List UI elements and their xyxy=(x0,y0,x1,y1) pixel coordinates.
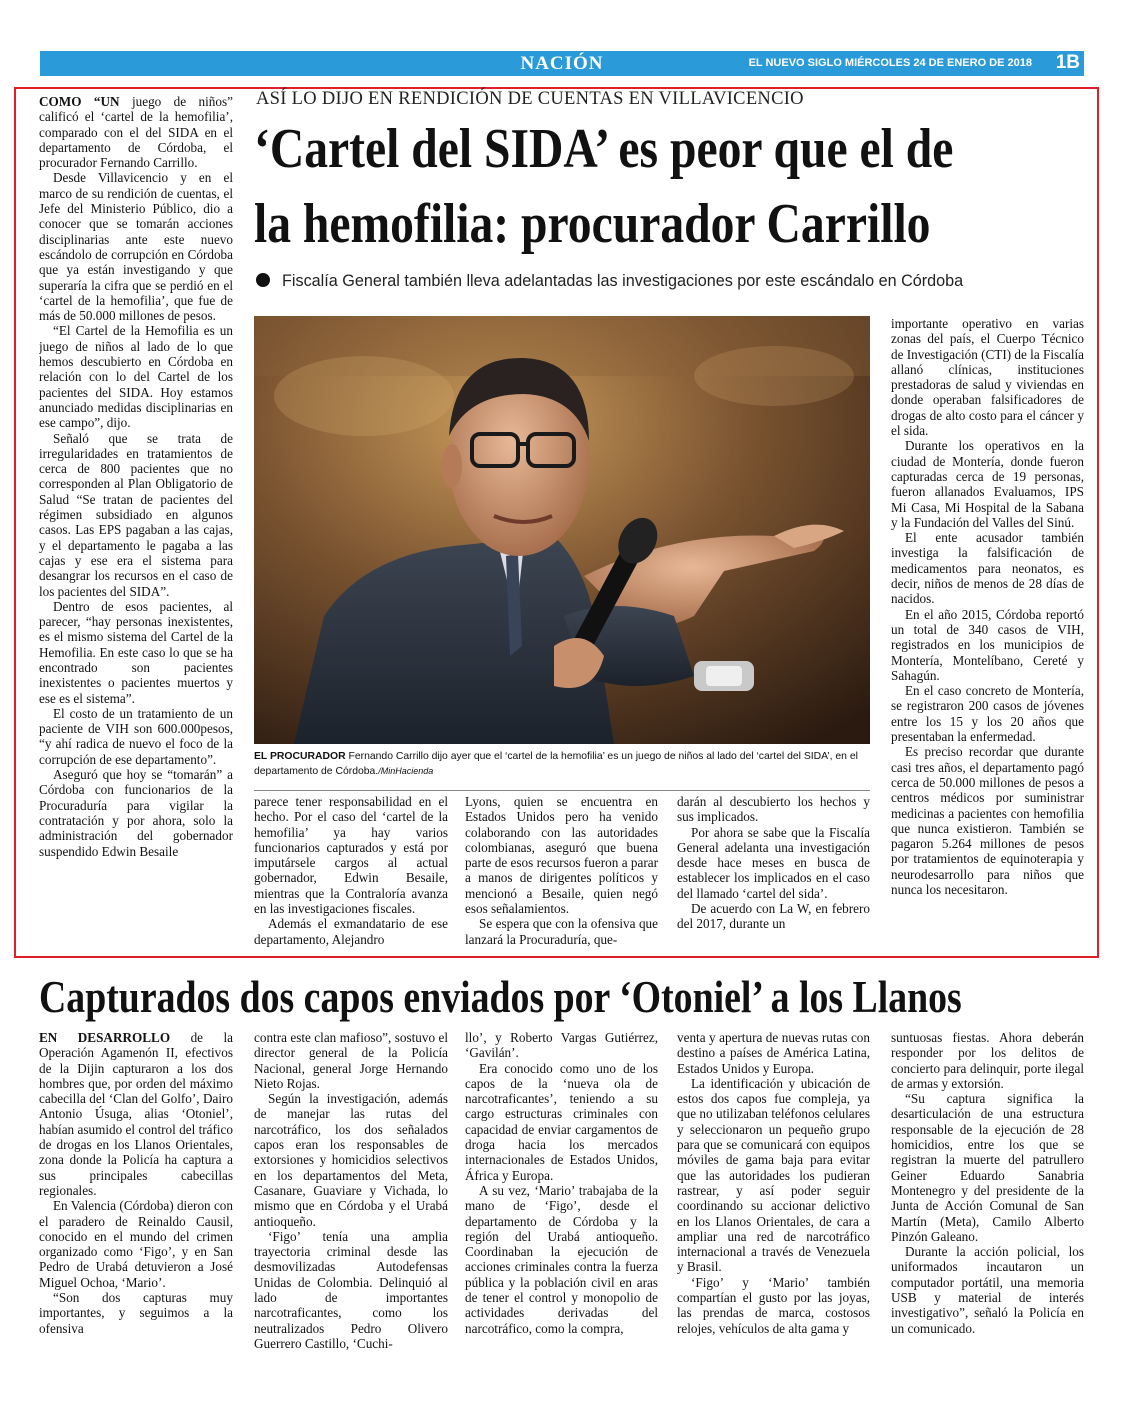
paragraph: parece tener responsabilidad en el hecho. Por el caso del ‘cartel de la hemofilia’ ya hay varios funcionarios capturados y está por imputársele cargos al actual gobernador, Edwin Besaile, mientras que la Contraloría avanza en las investigaciones fiscales. xyxy=(254,794,448,917)
paragraph: De acuerdo con La W, en febrero del 2017, durante un xyxy=(677,901,870,932)
caption-lead: EL PROCURADOR xyxy=(254,751,346,762)
story2-headline: Capturados dos capos enviados por ‘Otoniel’ a los Llanos xyxy=(39,972,962,1022)
story-subhead xyxy=(256,272,963,291)
story2-column-1 xyxy=(39,1030,233,1370)
paragraph: Además el exmandatario de ese departamento, Alejandro xyxy=(254,916,448,947)
section-name: NACIÓN xyxy=(520,53,604,74)
paragraph: En el año 2015, Córdoba reportó un total de 340 casos de VIH, registrados en los municipios de Montería, Montelíbano, Cereté y Sahagún. xyxy=(891,606,1084,683)
paragraph: Durante la acción policial, los uniformados incautaron un computador portátil, una memoria USB y material de interés investigativo”, señaló la Policía en un comunicado. xyxy=(891,1244,1084,1336)
story-kicker: ASÍ LO DIJO EN RENDICIÓN DE CUENTAS EN VILLAVICENCIO xyxy=(256,89,804,109)
caption-text: Fernando Carrillo dijo ayer que el ‘cartel de la hemofilia’ es un juego de niños al lado del ‘cartel del SIDA’, en el departamento de Córdoba. xyxy=(254,751,858,777)
paragraph: “Su captura significa la desarticulación de una estructura responsable de la ejecución de 28 homicidios, entre los que se registran la muerte del patrullero Geiner Eduardo Sanabria Montenegro y del presidente de la Junta de Acción Comunal de San Martín (Meta), Camilo Alberto Pinzón Galeano. xyxy=(891,1091,1084,1244)
story-column-4 xyxy=(677,794,870,952)
paragraph: llo’, y Roberto Vargas Gutiérrez, ‘Gavilán’. xyxy=(465,1030,658,1061)
headline-line-2: la hemofilia: procurador Carrillo xyxy=(254,193,931,255)
story-headline xyxy=(254,112,972,262)
lead-in: COMO “UN xyxy=(39,94,120,109)
photo-credit: /MinHacienda xyxy=(378,766,434,776)
paragraph: contra este clan mafioso”, sostuvo el director general de la Policía Nacional, general Jorge Hernando Nieto Rojas. xyxy=(254,1030,448,1091)
paragraph: Desde Villavicencio y en el marco de su rendición de cuentas, el Jefe del Ministerio Público, dio a conocer que se tomarán acciones disciplinarias ante este nuevo escándolo de corrupción en Córdoba que ya están investigando y que superaría la cifra que se perdió en el ‘cartel de la hemofilia’, que fue de más de 50.000 millones de pesos. xyxy=(39,170,233,324)
paragraph: importante operativo en varias zonas del país, el Cuerpo Técnico de Investigación (CTI) de la Fiscalía allanó clínicas, instituciones prestadoras de salud y viviendas en donde operaban falsificadores de drogas de alto costo para el cáncer y el sida. xyxy=(891,316,1084,439)
paragraph: Señaló que se trata de irregularidades en tratamientos de cerca de 800 pacientes que no corresponden al Plan Obligatorio de Salud “Se tratan de pacientes del régimen subsidiado en algunos casos. Las EPS pagaban a las cajas, y el departamento le pagaba a las cajas y ese era el sistema para desangrar los recursos en el caso de los pacientes del SIDA”. xyxy=(39,430,233,599)
paragraph: Dentro de esos pacientes, al parecer, “hay personas inexistentes, es el mismo sistema del Cartel de la Hemofilia. En este caso lo que se ha encontrado son pacientes inexistentes o pacientes muertos y ese es el sistema”. xyxy=(39,598,233,706)
story-column-3 xyxy=(465,794,658,952)
story2-column-5 xyxy=(891,1030,1084,1370)
subhead-text: Fiscalía General también lleva adelantadas las investigaciones por este escándalo en Córdoba xyxy=(282,272,964,290)
procurador-photo xyxy=(254,316,870,744)
caption-divider xyxy=(254,790,870,791)
bullet-icon xyxy=(256,273,270,287)
paragraph: A su vez, ‘Mario’ trabajaba de la mano de ‘Figo’, desde el departamento de Córdoba y la región del Urabá antioqueño. Coordinaban la ejecución de acciones criminales contra la fuerza pública y la población civil en aras de tener el control y monopolio de actividades derivadas del narcotráfico, como la compra, xyxy=(465,1182,658,1336)
paragraph: En Valencia (Córdoba) dieron con el paradero de Reinaldo Causil, conocido en el mundo del crimen organizado como ‘Figo’, y en San Pedro de Urabá detuvieron a José Miguel Ochoa, ‘Mario’. xyxy=(39,1198,233,1290)
paragraph: Por ahora se sabe que la Fiscalía General adelanta una investigación desde hace meses en busca de establecer los implicados en el caso del llamado ‘cartel del sida’. xyxy=(677,824,870,901)
paragraph: “Son dos capturas muy importantes, y seguimos a la ofensiva xyxy=(39,1290,233,1336)
photo-caption xyxy=(254,750,870,779)
dateline: EL NUEVO SIGLO MIÉRCOLES 24 DE ENERO DE 2018 xyxy=(748,57,1032,69)
paragraph: Se espera que con la ofensiva que lanzará la Procuraduría, que- xyxy=(465,916,658,947)
paragraph: suntuosas fiestas. Ahora deberán responder por los delitos de concierto para delinquir, porte ilegal de armas y extorsión. xyxy=(891,1030,1084,1091)
paragraph: Según la investigación, además de manejar las rutas del narcotráfico, los dos señalados capos eran los responsables de extorsiones y homicidios selectivos en los departamentos del Meta, Casanare, Guaviare y Vichada, lo mismo que en Córdoba y el Urabá antioqueño. xyxy=(254,1091,448,1229)
section-header-bar xyxy=(40,51,1084,76)
story2-column-3 xyxy=(465,1030,658,1370)
paragraph: EN DESARROLLO de la Operación Agamenón II, efectivos de la Dijin capturaron a los dos hombres que, por orden del máximo cabecilla del ‘Clan del Golfo’, Dairo Antonio Úsuga, alias ‘Otoniel’, habían asumido el control del tráfico de drogas en los Llanos Orientales, zona donde la Policía ha captura a sus principales cabecillas regionales. xyxy=(39,1030,233,1198)
paragraph: Era conocido como uno de los capos de la ‘nueva ola de narcotraficantes’, teniendo a su cargo estructuras criminales con capacidad de enviar cargamentos de droga hacia los mercados internacionales de Estados Unidos, África y Europa. xyxy=(465,1060,658,1183)
paragraph: Durante los operativos en la ciudad de Montería, donde fueron capturadas cerca de 19 personas, fueron allanados Evaluamos, IPS Mi Casa, Mi Hospital de la Sabana y la Fundación del Valles del Sinú. xyxy=(891,438,1084,530)
paragraph: ‘Figo’ y ‘Mario’ también compartían el gusto por las joyas, las prendas de marca, costosos relojes, vehículos de alta gama y xyxy=(677,1274,870,1336)
paragraph: Es preciso recordar que durante casi tres años, el departamento pagó cerca de 50.000 millones de pesos a centros médicos por suministrar medicinas a pacientes con hemofilia que nunca existieron. También se pagaron 5.264 millones de pesos por tratamientos de equinoterapia y neurodesarrollo para niños que nunca los necesitaron. xyxy=(891,744,1084,897)
paragraph: COMO “UN juego de niños” calificó el ‘cartel de la hemofilia’, comparado con el del SIDA en el departamento de Córdoba, el procurador Fernando Carrillo. xyxy=(39,94,233,171)
lead-in: EN DESARROLLO xyxy=(39,1030,171,1045)
story-column-5 xyxy=(891,316,1084,952)
paragraph: Aseguró que hoy se “tomarán” a Córdoba con funcionarios de la Procuraduría para vigilar la contratación y por ahora, solo la administración del gobernador suspendido Edwin Besaile xyxy=(39,767,233,859)
paragraph: El ente acusador también investiga la falsificación de medicamentos para neonatos, es decir, niños de menos de 28 días de nacidos. xyxy=(891,530,1084,607)
story-column-2 xyxy=(254,794,448,952)
paragraph: El costo de un tratamiento de un paciente de VIH son 600.000pesos, “y ahí radica de nuevo el foco de la corrupción de ese departamento”. xyxy=(39,705,233,767)
page-number: 1B xyxy=(1055,52,1080,73)
story-column-1 xyxy=(39,94,233,952)
paragraph: ‘Figo’ tenía una amplia trayectoria criminal desde las desmovilizadas Autodefensas Unidas de Colombia. Delinquió al lado de importantes narcotraficantes, como los neutralizados Pedro Olivero Guerrero Castillo, ‘Cuchi- xyxy=(254,1228,448,1351)
paragraph: La identificación y ubicación de estos dos capos fue compleja, ya que no utilizaban teléfonos celulares y seleccionaron un pequeño grupo para que se comunicará con equipos móviles de gama baja para evitar que las autoridades los pudieran rastrear, y así poder seguir coordinando su accionar delictivo en los Llanos Orientales, de cara a ampliar una red de narcotráfico internacional a través de Venezuela y Brasil. xyxy=(677,1075,870,1275)
paragraph: “El Cartel de la Hemofilia es un juego de niños al lado de lo que hemos descubierto en Córdoba en relación con lo del Cartel de los pacientes del SIDA. Hoy estamos anunciado medidas disciplinarias en ese campo”, dijo. xyxy=(39,323,233,431)
paragraph: darán al descubierto los hechos y sus implicados. xyxy=(677,794,870,825)
paragraph: venta y apertura de nuevas rutas con destino a países de América Latina, Estados Unidos y Europa. xyxy=(677,1030,870,1076)
headline-line-1: ‘Cartel del SIDA’ es peor que el de xyxy=(254,118,954,180)
story2-column-4 xyxy=(677,1030,870,1370)
story2-column-2 xyxy=(254,1030,448,1370)
paragraph: Lyons, quien se encuentra en Estados Unidos pero ha venido colaborando con las autoridades colombianas, aseguró que buena parte de esos recursos fueron a parar a manos de dirigentes políticos y mencionó a Besaile, quien negó esos señalamientos. xyxy=(465,794,658,917)
paragraph: En el caso concreto de Montería, se registraron 200 casos de jóvenes entre los 15 y los 20 años que presentaban la enfermedad. xyxy=(891,683,1084,745)
